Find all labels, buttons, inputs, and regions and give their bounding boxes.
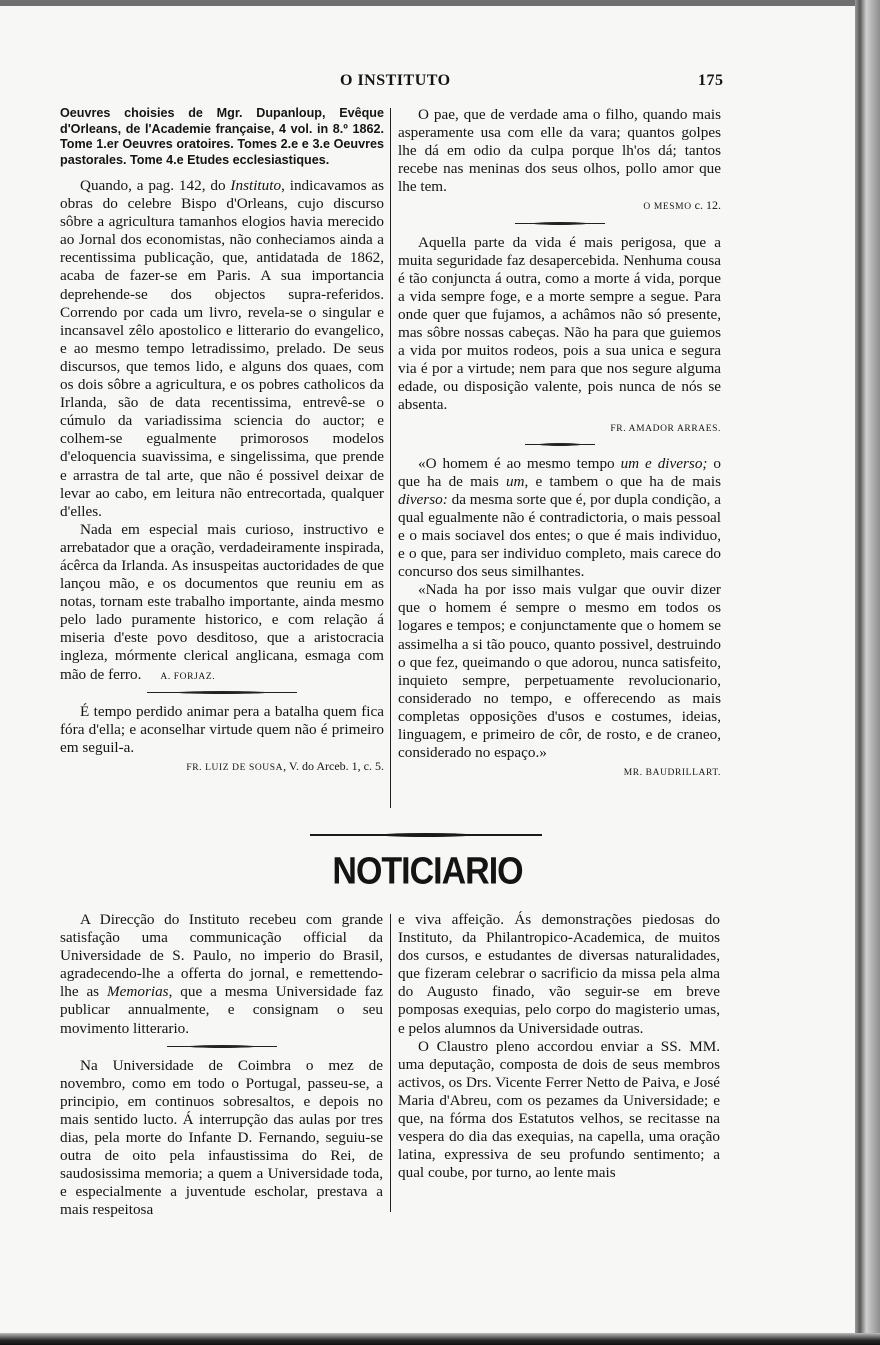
- text-run: , indicavamos as obras do celebre Bispo d'Orleans, cujo discurso sôbre a agricultura tamanhos elogios havia merecido ao Jornal dos economistas, não conheciamos ainda a recentissima publicação, que, antidatada de 1862, acaba de fazer-se em Paris. A sua importancia deprehende-se dos objectos supra-referidos. Correndo por cada um livro, revela-se o singular e incansavel zêlo apostolico e litterario do evangelico, e ao mesmo tempo letradissimo, prelado. De seus discursos, que temos lido, e alguns dos quaes, com os dois sôbre a agricultura, e os pobres catholicos da Irlanda, são de data recentissima, entrevê-se o cúmulo da variadissima sciencia do auctor; e colhem-se egualmente primorosos modelos d'eloquencia suavissima, e singelissima, que prende e arrastra de tal arte, que não é possivel deixar de levar ao cabo, em leitura não entrecortada, qualquer d'elles.: [60, 177, 384, 520]
- quote-attribution: [60, 757, 384, 777]
- signature: A. FORJAZ.: [160, 671, 216, 682]
- quote-4: «Nada ha por isso mais vulgar que ouvir dizer que o homem é sempre o mesmo em todos os logares e tempos; e conjunctamente que o homem se assimelha a si tão pouco, quanto possivel, destruindo o que fez, queimando o que adorou, nunca satisfeito, inquieto sempre, perpetuamente revolucionario, considerado no tempo, e offerecendo as mais completas opposições d'usos e costumes, ideias, linguagem, e primeiro de côr, de rosto, e de craneo, considerado no espaço.»: [398, 581, 721, 762]
- quote-1: O pae, que de verdade ama o filho, quando mais asperamente usa com elle da vara; quantos golpes lhe dá em odio da culpa porque lh'os dá; tantos recebe nas meninas dos seus olhos, pollo amor que lhe tem.: [398, 106, 721, 196]
- scan-edge-bottom: [0, 1333, 880, 1345]
- quote-2: Aquella parte da vida é mais perigosa, que a muita seguridade faz desapercebida. Nenhuma cousa é tão conjuncta á outra, como a morte á vida, porque a vida sempre foge, e a morte sempre a segue. Para onde quer que fujamos, a achâmos não só presente, mas sôbre nossas cabeças. Não ha para que guiemos a vida por muitos rodeos, pois a sua unica e segura via é por a virtude; nem para que nos segure alguma edade, ou disposição valente, pois nunca de nós se absenta.: [398, 233, 721, 414]
- quote-2-attribution: [398, 418, 721, 438]
- quote-paragraph: É tempo perdido animar pera a batalha quem fica fóra d'ella; e aconselhar virtude quem não é primeiro em seguil-a.: [60, 702, 384, 756]
- italic-run: diverso:: [398, 490, 448, 508]
- italic-run: um: [505, 472, 525, 490]
- left-column-bottom: [60, 911, 383, 1220]
- review-paragraph-1: [60, 177, 384, 521]
- quote-3: [398, 455, 721, 582]
- quote-author: FR. AMADOR ARRAES.: [610, 423, 721, 434]
- text-run: , que a mesma Universidade faz publicar annualmente, e consignam o seu movimento litterario.: [60, 983, 383, 1037]
- quote-author: O MESMO: [643, 202, 692, 213]
- quote-author: MR. BAUDRILLART.: [623, 768, 721, 779]
- text-run: «O homem é ao mesmo tempo: [418, 454, 621, 472]
- divider: [147, 692, 297, 693]
- book-reference: Oeuvres choisies de Mgr. Dupanloup, Evêque d'Orleans, de l'Academie française, 4 vol. in 8.º 1862. Tome 1.er Oeuvres oratoires. Tomes 2.e e 3.e Oeuvres pastorales. Tome 4.e Etudes ecclesiastiques.: [60, 106, 384, 167]
- news-paragraph-1: [60, 911, 383, 1038]
- text-run: Nada em especial mais curioso, instructivo e arrebatador que a oração, verdadeiramente inspirada, ácêrca da Irlanda. As insuspeitas auctoridades de que lançou mão, e os documentos que reuniu em as notas, tornam este trabalho importante, ainda mesmo pelo lado puramente historico, e com relação á miseria d'este povo desditoso, que a aristocracia ingleza, mórmente clerical anglicana, esmaga com mão de ferro.: [60, 520, 384, 683]
- text-run: da mesma sorte que é, por dupla condição, a qual egualmente não é contradictoria, o mais pessoal e o mais sociavel dos entes; o que é mais individuo, e o que, para ser individuo completo, mais carece do concurso dos seus similhantes.: [398, 490, 721, 581]
- divider: [515, 223, 605, 224]
- italic-run: Memorias: [106, 983, 169, 1001]
- column-divider: [390, 108, 391, 808]
- journal-title: O INSTITUTO: [340, 72, 451, 89]
- column-divider-bottom: [390, 914, 391, 1212]
- italic-run: um e diverso;: [620, 454, 708, 472]
- section-divider: [310, 834, 542, 836]
- text-run: o que ha de mais: [398, 454, 721, 490]
- right-column-bottom: [398, 911, 720, 1182]
- divider: [167, 1046, 277, 1047]
- italic-run: Instituto: [230, 177, 282, 194]
- page-number: 175: [698, 72, 724, 89]
- scan-edge-top: [0, 0, 880, 6]
- running-head: [0, 72, 855, 94]
- scan-edge-right: [855, 0, 880, 1345]
- review-paragraph-2: [60, 521, 384, 686]
- text-run: Quando, a pag. 142, do: [80, 177, 231, 194]
- text-run: A Direcção do Instituto recebeu com grande satisfação uma communicação official da Universidade de S. Paulo, no imperio do Brasil, agradecendo-lhe a offerta do jornal, e remettendo-lhe as: [60, 911, 383, 1001]
- news-paragraph-3: e viva affeição. Ás demonstrações piedosas do Instituto, da Philantropico-Academica, de muitos dos cursos, e estudantes de diversas naturalidades, que fizeram celebrar o sacrificio da missa pela alma do Augusto finado, vão seguir-se em breve pomposas exequias, pelo corpo do magisterio umas, e pelos alumnos da Universidade outras.: [398, 911, 720, 1037]
- divider: [525, 444, 595, 445]
- quote-1-attribution: [398, 196, 721, 216]
- left-column-top: [60, 106, 384, 777]
- right-column-top: [398, 106, 721, 782]
- quote-source: , V. do Arceb. 1, c. 5.: [283, 758, 384, 773]
- quote-source: c. 12.: [691, 198, 721, 213]
- news-paragraph-2: Na Universidade de Coimbra o mez de novembro, como em todo o Portugal, passeu-se, a principio, em continuos sobresaltos, e depois no mais sentido lucto. Á interrupção das aulas por tres dias, pela morte do Infante D. Fernando, seguiu-se outra de oito pela infaustissima do Rei, de saudosissima memoria; a quem a Universidade toda, e especialmente a juventude escholar, prestava a mais respeitosa: [60, 1056, 383, 1219]
- news-paragraph-4: O Claustro pleno accordou enviar a SS. MM. uma deputação, composta de dois de seus membros activos, os Drs. Vicente Ferrer Netto de Paiva, e José Maria d'Abreu, com os pezames da Universidade; e que, na fórma dos Estatutos velhos, se recitasse na vespera do dia das exequias, na capella, uma oração latina, expressiva de seu profundo sentimento; a qual coube, por turno, ao lente mais: [398, 1037, 720, 1182]
- section-title: NOTICIARIO: [332, 849, 523, 893]
- quote-4-attribution: [398, 762, 721, 782]
- quote-author: FR. LUIZ DE SOUSA: [186, 762, 284, 773]
- text-run: , e tambem o que ha de mais: [524, 472, 721, 490]
